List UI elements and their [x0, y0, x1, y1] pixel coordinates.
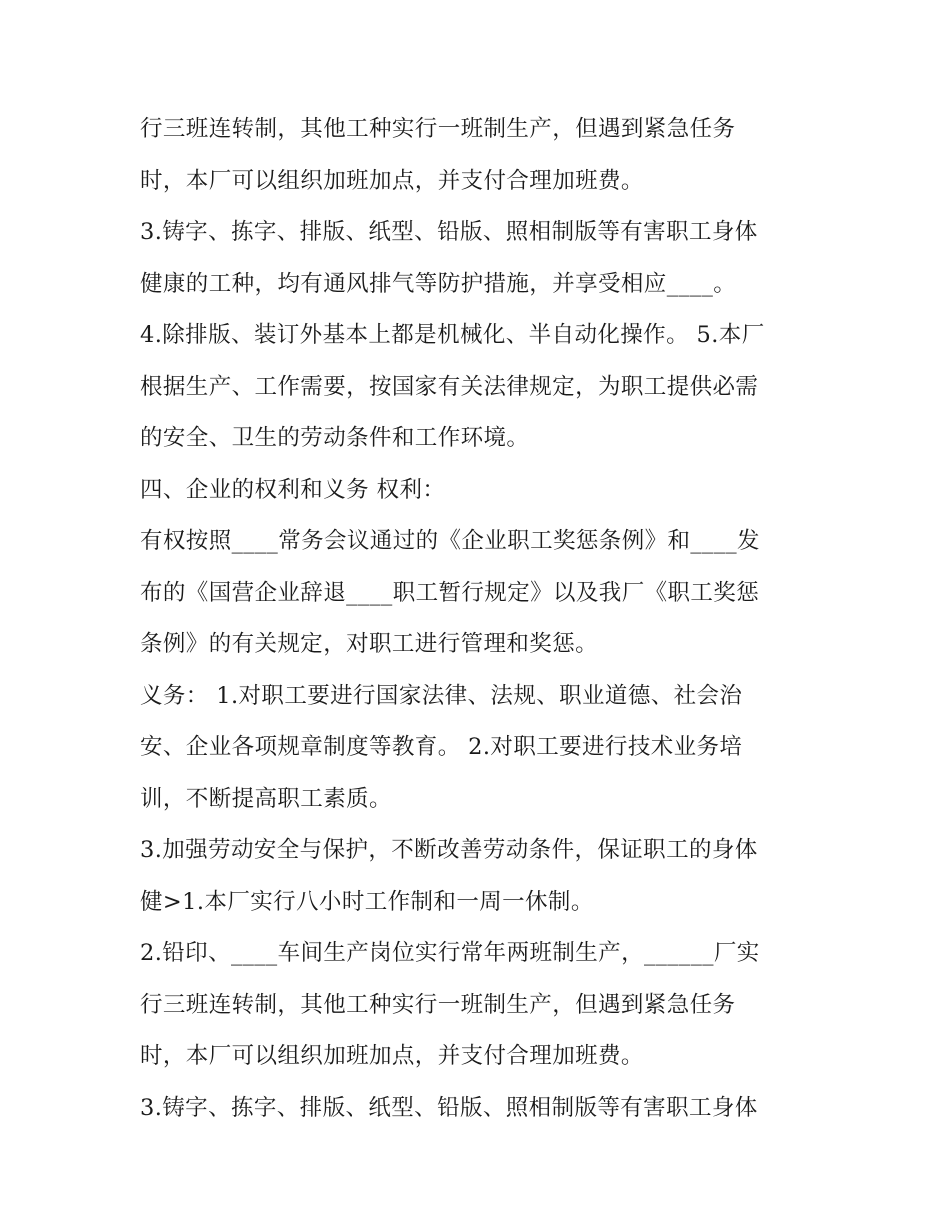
- text-line: 的安全、卫生的劳动条件和工作环境。: [140, 425, 530, 451]
- document-body: [140, 104, 820, 1134]
- section-heading: 四、企业的权利和义务 权利：: [140, 476, 446, 503]
- text-line: 时，本厂可以组织加班加点，并支付合理加班费。: [140, 167, 644, 194]
- text-line: 3.铸字、拣字、排版、纸型、铅版、照相制版等有害职工身体: [140, 219, 758, 245]
- text-line: 3.加强劳动安全与保护，不断改善劳动条件，保证职工的身体: [140, 837, 758, 863]
- text-line: 布的《国营企业辞退____职工暂行规定》以及我厂《职工奖惩: [140, 579, 760, 606]
- text-line: 根据生产、工作需要，按国家有关法律规定，为职工提供必需: [140, 373, 759, 400]
- text-line: 义务： 1.对职工要进行国家法律、法规、职业道德、社会治: [140, 682, 743, 709]
- text-line: 训，不断提高职工素质。: [140, 785, 392, 812]
- text-line: 时，本厂可以组织加班加点，并支付合理加班费。: [140, 1043, 644, 1069]
- text-line: 健康的工种，均有通风排气等防护措施，并享受相应____。: [140, 270, 737, 297]
- text-line: 健>1.本厂实行八小时工作制和一周一休制。: [140, 888, 594, 915]
- text-line: 2.铅印、____车间生产岗位实行常年两班制生产，______厂实: [140, 940, 760, 966]
- text-line: 有权按照____常务会议通过的《企业职工奖惩条例》和____发: [140, 528, 760, 554]
- text-line: 行三班连转制，其他工种实行一班制生产，但遇到紧急任务: [140, 116, 736, 142]
- text-line: 行三班连转制，其他工种实行一班制生产，但遇到紧急任务: [140, 991, 736, 1018]
- text-line: 4.除排版、装订外基本上都是机械化、半自动化操作。 5.本厂: [140, 322, 765, 348]
- text-line: 条例》的有关规定，对职工进行管理和奖惩。: [140, 631, 599, 657]
- text-line: 安、企业各项规章制度等教育。 2.对职工要进行技术业务培: [140, 734, 743, 760]
- text-line: 3.铸字、拣字、排版、纸型、铅版、照相制版等有害职工身体: [140, 1094, 758, 1121]
